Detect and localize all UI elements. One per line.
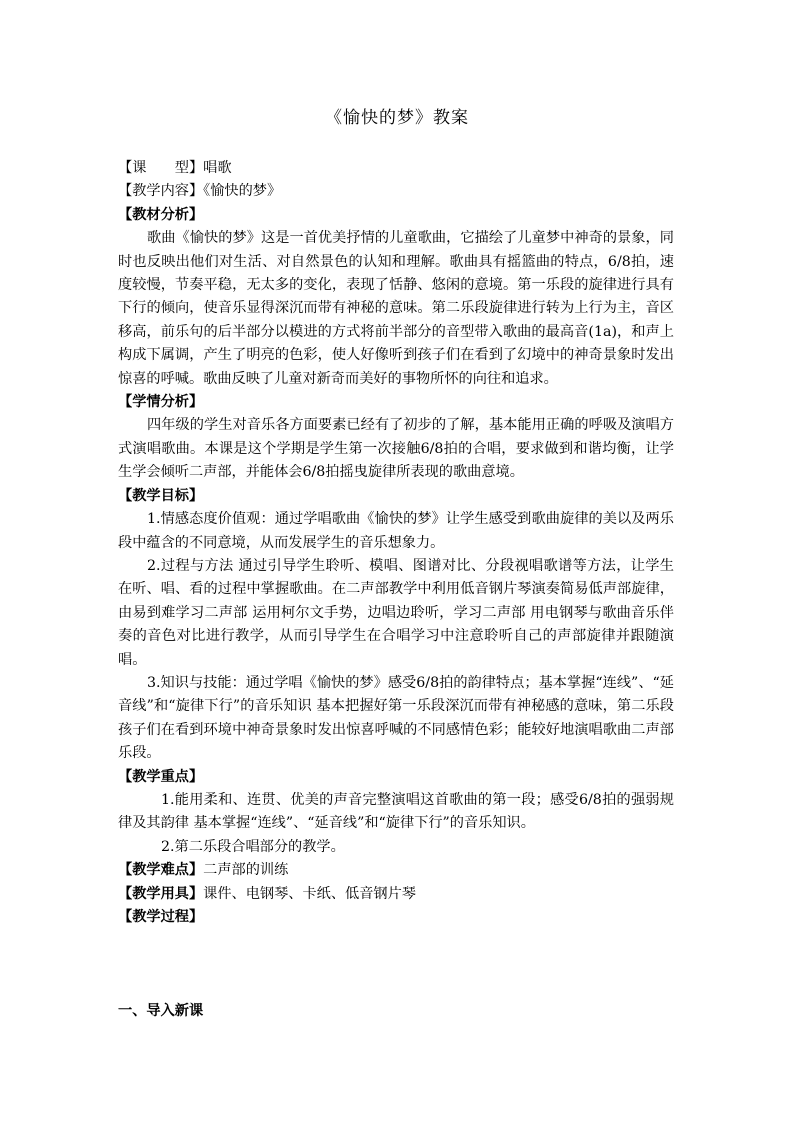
content-line <box>118 180 674 203</box>
type-label: 【课 型】 <box>118 160 204 176</box>
student-analysis-text: 四年级的学生对音乐各方面要素已经有了初步的了解，基本能用正确的呼吸及演唱方式演唱歌曲。本课是这个学期是学生第一次接触6/8拍的合唱，要求做到和谐均衡，让学生学会倾听二声部，并能体会6/8拍摇曳旋律所表现的歌曲意境。 <box>118 417 674 481</box>
type-value: 唱歌 <box>203 160 232 176</box>
difficulty-value: 二声部的训练 <box>203 862 289 879</box>
student-analysis-heading: 【学情分析】 <box>118 394 204 411</box>
document-body <box>118 157 674 929</box>
process-heading: 【教学过程】 <box>118 909 204 925</box>
tools-value: 课件、电钢琴、卡纸、低音钢片琴 <box>203 885 416 902</box>
section-heading-intro: 一、导入新课 <box>118 1003 204 1019</box>
goal-item: 1.情感态度价值观：通过学唱歌曲《愉快的梦》让学生感受到歌曲旋律的美以及两乐段中蕴含的不同意境，从而发展学生的音乐想象力。 <box>118 511 674 551</box>
document-title: 《愉快的梦》教案 <box>325 108 469 128</box>
difficulty-line <box>118 859 674 882</box>
type-line <box>118 157 674 180</box>
material-analysis-text: 歌曲《愉快的梦》这是一首优美抒情的儿童歌曲，它描绘了儿童梦中神奇的景象，同时也反映出他们对生活、对自然景色的认知和理解。歌曲具有摇篮曲的特点，6/8拍，速度较慢，节奏平稳，无太多的变化，表现了恬静、悠闲的意境。第一乐段的旋律进行具有下行的倾向，使音乐显得深沉而带有神秘的意味。第二乐段旋律进行转为上行为主，音区移高，前乐句的后半部分以模进的方式将前半部分的音型带入歌曲的最高音(1a)，和声上构成下属调，产生了明亮的色彩，使人好像听到孩子们在看到了幻境中的神奇景象时发出惊喜的呼喊。歌曲反映了儿童对新奇而美好的事物所怀的向往和追求。 <box>118 230 674 387</box>
tools-label: 【教学用具】 <box>118 885 204 902</box>
key-point-item: 1.能用柔和、连贯、优美的声音完整演唱这首歌曲的第一段；感受6/8拍的强弱规律及其韵律 基本掌握“连线”、“延音线”和“旋律下行”的音乐知识。 <box>118 791 674 832</box>
goal-item: 3.知识与技能：通过学唱《愉快的梦》感受6/8拍的韵律特点；基本掌握“连线”、“延音线”和“旋律下行”的音乐知识 基本把握好第一乐段深沉而带有神秘感的意味，第二乐段孩子们在看到环境中神奇景象时发出惊喜呼喊的不同感情色彩；能较好地演唱歌曲二声部乐段。 <box>118 674 674 762</box>
material-analysis-heading: 【教材分析】 <box>118 206 204 223</box>
content-value: 《愉快的梦》 <box>203 183 282 200</box>
tools-line <box>118 883 674 906</box>
goal-item: 2.过程与方法 通过引导学生聆听、模唱、图谱对比、分段视唱歌谱等方法，让学生在听、唱、看的过程中掌握歌曲。在二声部教学中利用低音钢片琴演奏简易低声部旋律，由易到难学习二声部 运用柯尔文手势，边唱边聆听，学习二声部 用电钢琴与歌曲音乐伴奏的音色对比进行教学，从而引导学生在合唱学习中注意聆听自己的声部旋律并跟随演唱。 <box>118 557 674 668</box>
key-points-heading: 【教学重点】 <box>118 768 204 785</box>
key-point-item: 2.第二乐段合唱部分的教学。 <box>161 838 345 855</box>
content-label: 【教学内容】 <box>118 183 204 200</box>
difficulty-label: 【教学难点】 <box>118 862 204 879</box>
goals-heading: 【教学目标】 <box>118 487 204 504</box>
